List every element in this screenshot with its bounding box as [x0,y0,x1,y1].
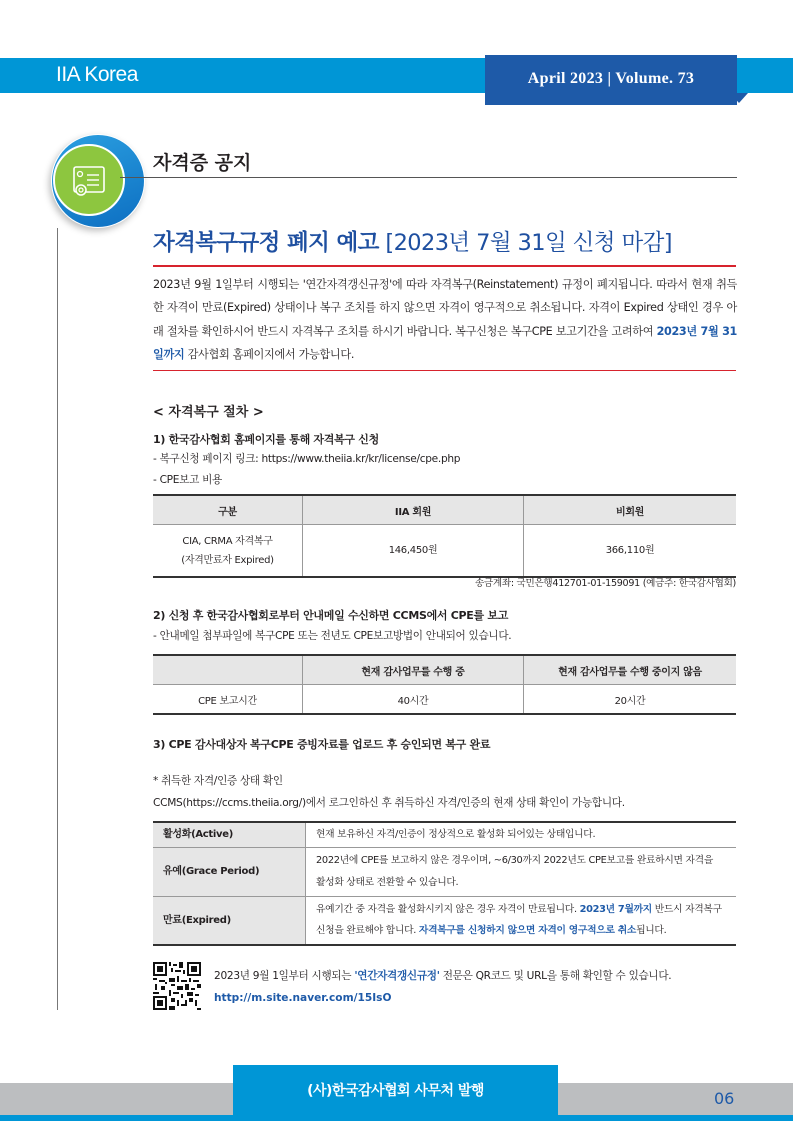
qr-text: 2023년 9월 1일부터 시행되는 [214,970,355,982]
status-value-text: 반드시 자격복구 [651,903,722,915]
article-headline [153,225,672,257]
headline-divider [153,265,736,267]
table-cell-inactive: 20시간 [524,685,737,715]
status-table [153,821,736,946]
table-row [153,896,736,945]
headline-main: 자격복구규정 폐지 예고 [153,230,379,256]
qr-text-highlight: '연간자격갱신규정' [354,970,440,982]
cpe-hours-table [153,654,736,715]
bank-account-note: 송금계좌: 국민은행412701-01-159091 (예금주: 한국감사협회) [474,578,736,589]
status-value-highlight: 2023년 7월까지 [579,903,652,915]
step1-link[interactable]: - 복구신청 페이지 링크: https://www.theiia.kr/kr/license/cpe.php [153,453,461,465]
status-value: 현재 보유하신 자격/인증이 정상적으로 활성화 되어있는 상태입니다. [306,822,737,847]
headline-deadline: [2023년 7월 31일 신청 마감] [385,230,672,256]
status-value-line: 활성화 상태로 전환할 수 있습니다. [316,876,459,888]
intro-text: 2023년 9월 1일부터 시행되는 '연간자격갱신규정'에 따라 자격복구(Reinstatement) 규정이 폐지됩니다. 따라서 현재 취득한 자격이 만료(Expired) 상태이나 복구 조치를 하지 않으면 자격이 영구적으로 취소됩니다. 자격이 Expired 상태인 경우 아래 절차를 확인하시어 반드시 자격복구 조치를 하시기 바랍니다. 복구신청은 복구CPE 보고기간을 고려하여 [153,278,737,338]
status-value-line: 2022년에 CPE를 보고하지 않은 경우이며, ~6/30까지 2022년도 CPE보고를 완료하시면 자격을 [316,855,713,866]
certificate-icon [53,144,125,216]
status-value-text: 됩니다. [636,925,667,937]
table-cell-label: CPE 보고시간 [198,695,257,707]
footer-publisher: (사)한국감사협회 사무처 발행 [307,1083,484,1099]
section-title: 자격증 공지 [153,152,252,174]
table-row [153,847,736,896]
status-value-text: 신청을 완료해야 합니다. [316,925,419,937]
page-number: 06 [714,1089,735,1108]
cpe-cost-table [153,494,736,578]
table-header-row [153,495,736,525]
table-cell-active: 40시간 [303,685,524,715]
qr-code-icon[interactable] [153,962,201,1010]
step3-title: 3) CPE 감사대상자 복구CPE 증빙자료를 업로드 후 승인되면 복구 완료 [153,738,491,751]
table-row [153,685,736,715]
status-note: * 취득한 자격/인증 상태 확인 [153,775,283,787]
qr-text: 전문은 QR코드 및 URL을 통해 확인할 수 있습니다. [439,970,672,982]
regulation-url-link[interactable]: http://m.site.naver.com/15IsO [214,992,392,1004]
issue-banner-pointer [730,93,748,103]
status-desc: CCMS(https://ccms.theiia.org/)에서 로그인하신 후 취득하신 자격/인증의 현재 상태 확인이 가능합니다. [153,797,625,809]
step2-desc: - 안내메일 첨부파일에 복구CPE 또는 전년도 CPE보고방법이 안내되어 있습니다. [153,630,512,642]
status-value [306,896,737,945]
table-header-cell: 비회원 [524,495,737,525]
intro-divider [153,370,736,371]
step2-title: 2) 신청 후 한국감사협회로부터 안내메일 수신하면 CCMS에서 CPE를 보고 [153,609,509,622]
table-header-cell: IIA 회원 [303,495,524,525]
row-label-line: (자격만료자 Expired) [181,554,274,566]
table-header-cell: 현재 감사업무를 수행 중이지 않음 [524,655,737,685]
intro-text-end: 감사협회 홈페이지에서 가능합니다. [184,347,355,361]
table-cell-nonmember: 366,110원 [524,525,737,578]
table-row [153,525,736,578]
qr-description [214,968,671,983]
status-key: 만료(Expired) [153,896,306,945]
status-value-highlight: 자격복구를 신청하지 않으면 자격이 영구적으로 취소 [418,925,637,937]
status-key: 활성화(Active) [153,822,306,847]
table-row [153,822,736,847]
step1-cost-label: - CPE보고 비용 [153,474,222,486]
step1-title: 1) 한국감사협회 홈페이지를 통해 자격복구 신청 [153,433,379,446]
table-cell-label [153,525,303,578]
left-margin-line [57,228,58,1010]
table-header-cell [153,655,303,685]
table-cell-member: 146,450원 [303,525,524,578]
intro-paragraph [153,273,737,366]
table-header-cell: 구분 [153,495,303,525]
table-header-cell: 현재 감사업무를 수행 중 [303,655,524,685]
table-header-row [153,655,736,685]
intro-deadline-highlight: 2023년 7월 31일까지 [153,324,737,361]
row-label-line: CIA, CRMA 자격복구 [182,535,273,547]
procedure-title: < 자격복구 절차 > [153,405,264,420]
status-value-text: 유예기간 중 자격을 활성화시키지 않은 경우 자격이 만료됩니다. [316,903,580,915]
brand-name: IIA Korea [56,63,138,86]
issue-label: April 2023 | Volume. 73 [527,70,695,87]
status-value [306,847,737,896]
status-key: 유예(Grace Period) [153,847,306,896]
section-divider [120,177,737,178]
